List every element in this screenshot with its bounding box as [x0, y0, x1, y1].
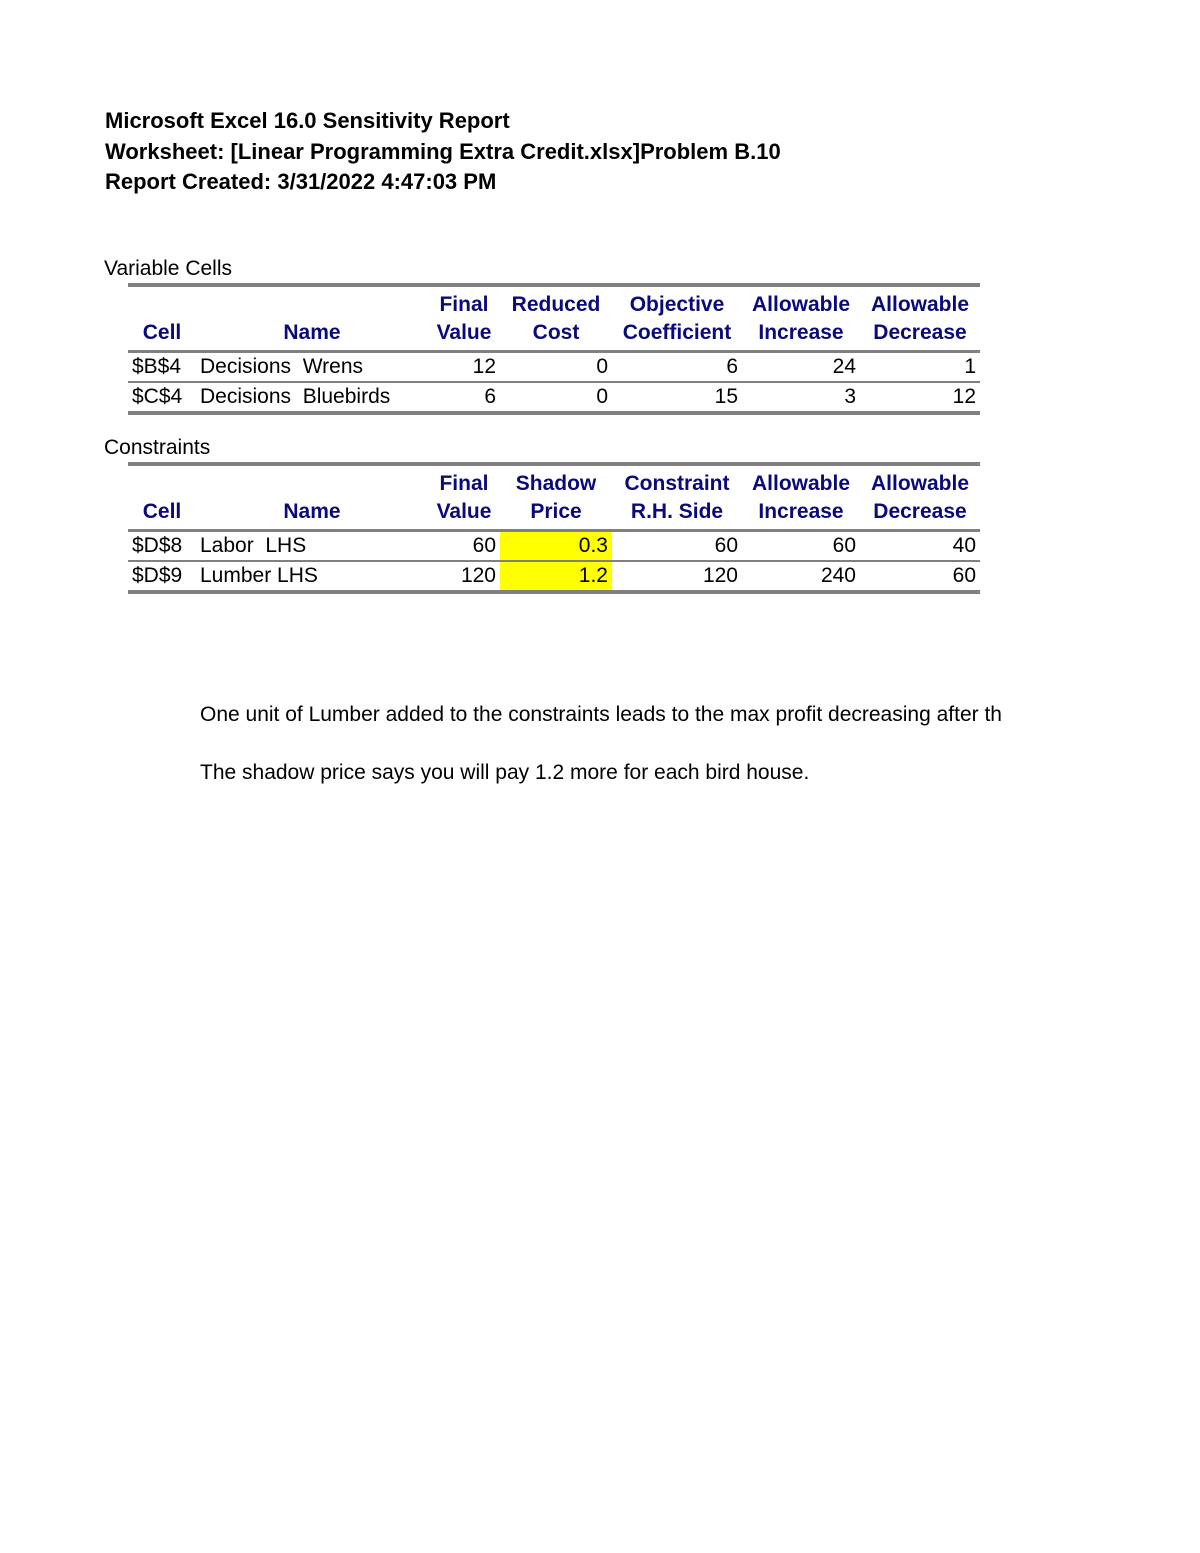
- shadow-price: 0.3: [500, 531, 612, 562]
- shadow-price: 1.2: [500, 561, 612, 592]
- table-row: [128, 531, 980, 562]
- allowable-increase: 60: [742, 531, 860, 562]
- header-cell: Decrease: [860, 319, 980, 352]
- header-cell: [196, 464, 428, 498]
- allowable-increase: 240: [742, 561, 860, 592]
- header-cell: Allowable: [860, 285, 980, 319]
- allowable-decrease: 40: [860, 531, 980, 562]
- header-cell: Value: [428, 319, 500, 352]
- table-header-row: [128, 285, 980, 319]
- cell-name: Decisions Bluebirds: [196, 382, 428, 413]
- allowable-decrease: 1: [860, 352, 980, 383]
- allowable-decrease: 60: [860, 561, 980, 592]
- table-header-row: [128, 464, 980, 498]
- header-cell: R.H. Side: [612, 498, 742, 531]
- reduced-cost: 0: [500, 352, 612, 383]
- constraints-table: [128, 462, 980, 594]
- reduced-cost: 0: [500, 382, 612, 413]
- header-cell: Name: [196, 498, 428, 531]
- header-cell: Cell: [128, 319, 196, 352]
- header-cell: Cell: [128, 498, 196, 531]
- header-cell: Final: [428, 285, 500, 319]
- allowable-decrease: 12: [860, 382, 980, 413]
- header-cell: Name: [196, 319, 428, 352]
- header-cell: Cost: [500, 319, 612, 352]
- cell-name: Lumber LHS: [196, 561, 428, 592]
- final-value: 120: [428, 561, 500, 592]
- header-cell: Shadow: [500, 464, 612, 498]
- header-cell: Final: [428, 464, 500, 498]
- constraint-rhs: 60: [612, 531, 742, 562]
- table-row: [128, 352, 980, 383]
- header-cell: [128, 464, 196, 498]
- table-header-row: [128, 498, 980, 531]
- header-cell: Allowable: [742, 464, 860, 498]
- header-cell: Coefficient: [612, 319, 742, 352]
- variable-cells-label: Variable Cells: [104, 257, 232, 280]
- header-cell: Constraint: [612, 464, 742, 498]
- table-row: [128, 561, 980, 592]
- cell-name: Labor LHS: [196, 531, 428, 562]
- allowable-increase: 24: [742, 352, 860, 383]
- variable-cells-table: [128, 283, 980, 415]
- cell-ref: $D$9: [128, 561, 196, 592]
- header-cell: Allowable: [742, 285, 860, 319]
- header-cell: Value: [428, 498, 500, 531]
- header-cell: [196, 285, 428, 319]
- final-value: 6: [428, 382, 500, 413]
- cell-ref: $B$4: [128, 352, 196, 383]
- worksheet-line: Worksheet: [Linear Programming Extra Credit.xlsx]Problem B.10: [105, 139, 781, 164]
- constraints-label: Constraints: [104, 436, 211, 459]
- report-created-line: Report Created: 3/31/2022 4:47:03 PM: [105, 169, 497, 194]
- objective-coefficient: 15: [612, 382, 742, 413]
- header-cell: Decrease: [860, 498, 980, 531]
- header-cell: Reduced: [500, 285, 612, 319]
- report-title: Microsoft Excel 16.0 Sensitivity Report: [105, 108, 510, 133]
- cell-ref: $C$4: [128, 382, 196, 413]
- header-cell: Price: [500, 498, 612, 531]
- note-shadow-price: The shadow price says you will pay 1.2 more for each bird house.: [200, 761, 810, 784]
- table-header-row: [128, 319, 980, 352]
- header-cell: Increase: [742, 319, 860, 352]
- header-cell: Objective: [612, 285, 742, 319]
- cell-name: Decisions Wrens: [196, 352, 428, 383]
- header-cell: Allowable: [860, 464, 980, 498]
- note-lumber: One unit of Lumber added to the constraints leads to the max profit decreasing after th: [200, 703, 1002, 726]
- objective-coefficient: 6: [612, 352, 742, 383]
- table-row: [128, 382, 980, 413]
- allowable-increase: 3: [742, 382, 860, 413]
- final-value: 60: [428, 531, 500, 562]
- cell-ref: $D$8: [128, 531, 196, 562]
- final-value: 12: [428, 352, 500, 383]
- header-cell: [128, 285, 196, 319]
- header-cell: Increase: [742, 498, 860, 531]
- constraint-rhs: 120: [612, 561, 742, 592]
